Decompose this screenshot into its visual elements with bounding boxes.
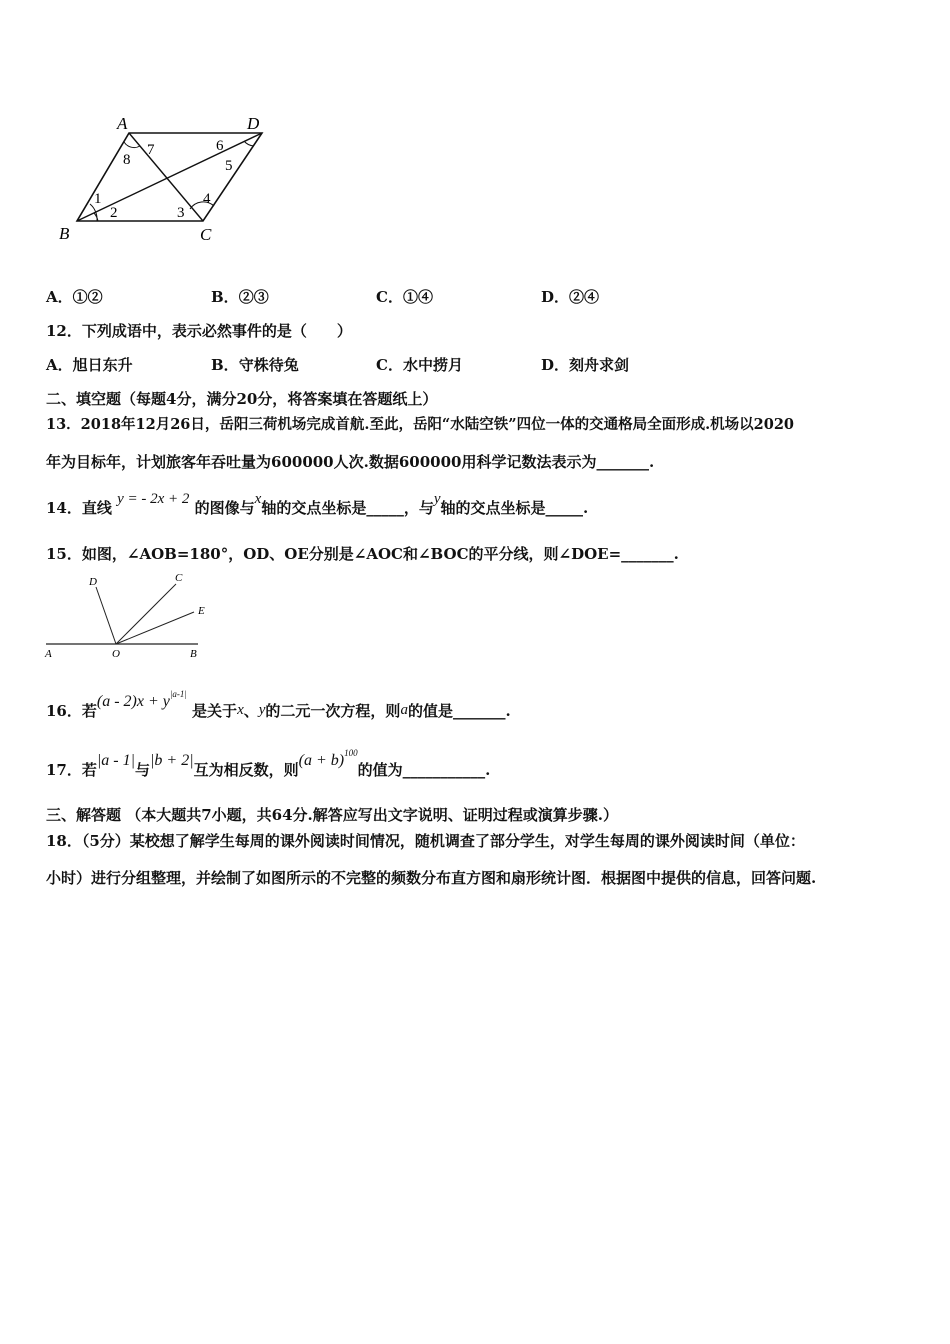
vertex-d: D <box>247 114 260 133</box>
q14: 14．直线 y = - 2x + 2 的图像与x轴的交点坐标是_____，与y轴的交点坐标是_____. <box>46 491 589 517</box>
q11-option-a: A．①② <box>46 288 103 306</box>
point-c: C <box>175 572 183 584</box>
q18-line-1: 18．（5分）某校想了解学生每周的课外阅读时间情况，随机调查了部分学生，对学生每周的课外阅读时间（单位： <box>46 832 805 850</box>
ray-od <box>96 587 116 644</box>
parallelogram-figure <box>50 108 280 248</box>
q14-equation: y = - 2x + 2 <box>117 491 190 507</box>
q17-abs-b: |b + 2| <box>150 752 194 769</box>
angle-label-5: 5 <box>225 158 233 174</box>
point-d: D <box>89 576 97 588</box>
q12-option-d: D．刻舟求剑 <box>541 356 630 374</box>
q15-text: 15．如图，∠AOB=180°，OD、OE分别是∠AOC和∠BOC的平分线，则∠DOE=_______. <box>46 545 679 563</box>
q17: 17．若|a - 1|与|b + 2|互为相反数，则$(a + b)^{100}$的值为___________. <box>46 748 491 779</box>
q11-option-c: C．①④ <box>376 288 433 306</box>
q16: 16．若$(a - 2)x + y^{|a-1|}$ 是关于x、y的二元一次方程，则a的值是_______. <box>46 689 511 720</box>
point-e: E <box>198 605 205 617</box>
q13-line-2: 年为目标年，计划旅客年吞吐量为600000人次.数据600000用科学记数法表示为_______. <box>46 453 655 471</box>
diagonal-bd <box>77 133 262 221</box>
point-b: B <box>190 648 197 660</box>
q16-expression: $(a - 2)x + y^{|a-1|}$ <box>96 689 187 710</box>
q17-abs-a: |a - 1| <box>96 752 135 769</box>
vertex-b: B <box>59 224 70 243</box>
q18-line-2: 小时）进行分组整理，并绘制了如图所示的不完整的频数分布直方图和扇形统计图．根据图中提供的信息，回答问题. <box>46 869 817 887</box>
section-3-heading: 三、解答题 （本大题共7小题，共64分.解答应写出文字说明、证明过程或演算步骤.） <box>46 806 618 824</box>
q12-stem: 12．下列成语中，表示必然事件的是（ ） <box>46 322 352 340</box>
q14-x-var: x <box>254 491 262 507</box>
ray-oe <box>116 612 194 644</box>
vertex-c: C <box>200 225 212 244</box>
q12-option-b: B．守株待兔 <box>211 356 299 374</box>
angle-arc-d <box>244 141 254 146</box>
q17-expression: $(a + b)^{100}$ <box>298 748 358 769</box>
vertex-a: A <box>117 114 128 133</box>
angle-label-7: 7 <box>147 142 155 158</box>
q16-a-var: a <box>400 702 408 718</box>
point-a: A <box>45 648 52 660</box>
angle-label-6: 6 <box>216 138 224 154</box>
q16-x-var: x <box>237 702 244 718</box>
section-2-heading: 二、填空题（每题4分，满分20分，将答案填在答题纸上） <box>46 390 438 408</box>
ray-oc <box>116 584 176 644</box>
angle-label-1: 1 <box>94 191 102 207</box>
q12-option-a: A．旭日东升 <box>46 356 133 374</box>
q13-line-1: 13．2018年12月26日，岳阳三荷机场完成首航.至此，岳阳“水陆空铁”四位一体的交通格局全面形成.机场以2020 <box>46 416 795 433</box>
angle-label-2: 2 <box>110 205 118 221</box>
q11-option-b: B．②③ <box>211 288 269 306</box>
q16-y-var: y <box>258 702 266 718</box>
q11-option-d: D．②④ <box>541 288 600 306</box>
angle-label-4: 4 <box>203 191 211 207</box>
angle-label-8: 8 <box>123 152 131 168</box>
angle-label-3: 3 <box>177 205 185 221</box>
angle-figure <box>40 570 220 662</box>
q12-option-c: C．水中捞月 <box>376 356 463 374</box>
point-o: O <box>112 648 120 660</box>
q14-y-var: y <box>433 491 441 507</box>
